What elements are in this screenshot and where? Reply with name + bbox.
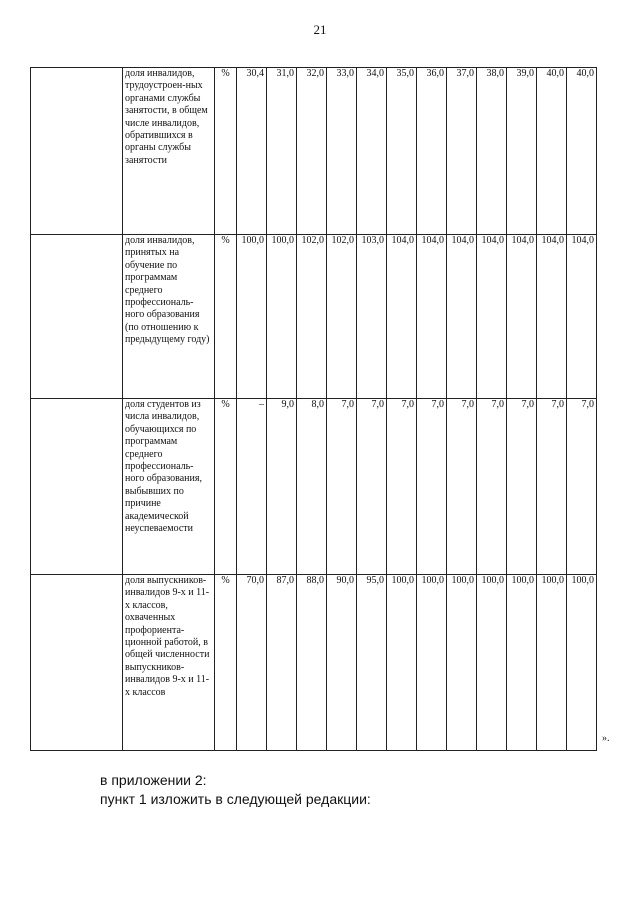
value-cell: 104,0 [537,235,567,399]
table-row [31,235,597,399]
unit-cell: % [215,399,237,575]
table-row [31,399,597,575]
value-cell: 102,0 [297,235,327,399]
value-cell: 100,0 [267,235,297,399]
closing-quote-mark: ». [602,733,610,744]
value-cell: 7,0 [387,399,417,575]
value-cell: 37,0 [447,68,477,235]
value-cell: 7,0 [327,399,357,575]
value-cell: 40,0 [567,68,597,235]
value-cell: 40,0 [537,68,567,235]
value-cell: 33,0 [327,68,357,235]
empty-cell [31,399,123,575]
value-cell: 100,0 [237,235,267,399]
value-cell: 95,0 [357,575,387,751]
value-cell: 30,4 [237,68,267,235]
value-cell: 104,0 [567,235,597,399]
value-cell: 104,0 [447,235,477,399]
indicators-table [30,67,597,751]
value-cell: 7,0 [357,399,387,575]
value-cell: 34,0 [357,68,387,235]
value-cell: 100,0 [447,575,477,751]
value-cell: 88,0 [297,575,327,751]
value-cell: 70,0 [237,575,267,751]
value-cell: 7,0 [537,399,567,575]
value-cell: 100,0 [417,575,447,751]
value-cell: 7,0 [417,399,447,575]
value-cell: 100,0 [507,575,537,751]
value-cell: 38,0 [477,68,507,235]
value-cell: 9,0 [267,399,297,575]
unit-cell: % [215,575,237,751]
value-cell: 7,0 [567,399,597,575]
value-cell: 104,0 [477,235,507,399]
indicator-label: доля студентов из числа инвалидов, обучающихся по программам среднего профессиональ-ного образования, выбывших по причине академической неуспеваемости [123,399,215,575]
value-cell: 7,0 [477,399,507,575]
value-cell: 100,0 [537,575,567,751]
value-cell: 100,0 [477,575,507,751]
table-row [31,68,597,235]
value-cell: 102,0 [327,235,357,399]
unit-cell: % [215,68,237,235]
indicator-label: доля инвалидов, принятых на обучение по программам среднего профессиональ-ного образования (по отношению к предыдущему году) [123,235,215,399]
unit-cell: % [215,235,237,399]
value-cell: 100,0 [387,575,417,751]
value-cell: 104,0 [387,235,417,399]
value-cell: 7,0 [507,399,537,575]
empty-cell [31,575,123,751]
value-cell: 39,0 [507,68,537,235]
page-number: 21 [313,22,327,37]
indicator-label: доля выпускников-инвалидов 9-х и 11-х классов, охваченных профориента-ционной работой, в общей численности выпускников-инвалидов 9-х и 11-х классов [123,575,215,751]
amendment-heading: в приложении 2: [100,772,207,788]
amendment-instruction: пункт 1 изложить в следующей редакции: [100,791,371,807]
value-cell: 35,0 [387,68,417,235]
value-cell: 100,0 [567,575,597,751]
value-cell: – [237,399,267,575]
value-cell: 103,0 [357,235,387,399]
value-cell: 87,0 [267,575,297,751]
table-body [31,68,597,751]
value-cell: 104,0 [417,235,447,399]
value-cell: 104,0 [507,235,537,399]
empty-cell [31,235,123,399]
value-cell: 31,0 [267,68,297,235]
value-cell: 32,0 [297,68,327,235]
value-cell: 7,0 [447,399,477,575]
value-cell: 90,0 [327,575,357,751]
value-cell: 36,0 [417,68,447,235]
empty-cell [31,68,123,235]
indicator-label: доля инвалидов, трудоустроен-ных органами службы занятости, в общем числе инвалидов, обратившихся в органы службы занятости [123,68,215,235]
value-cell: 8,0 [297,399,327,575]
table-row [31,575,597,751]
